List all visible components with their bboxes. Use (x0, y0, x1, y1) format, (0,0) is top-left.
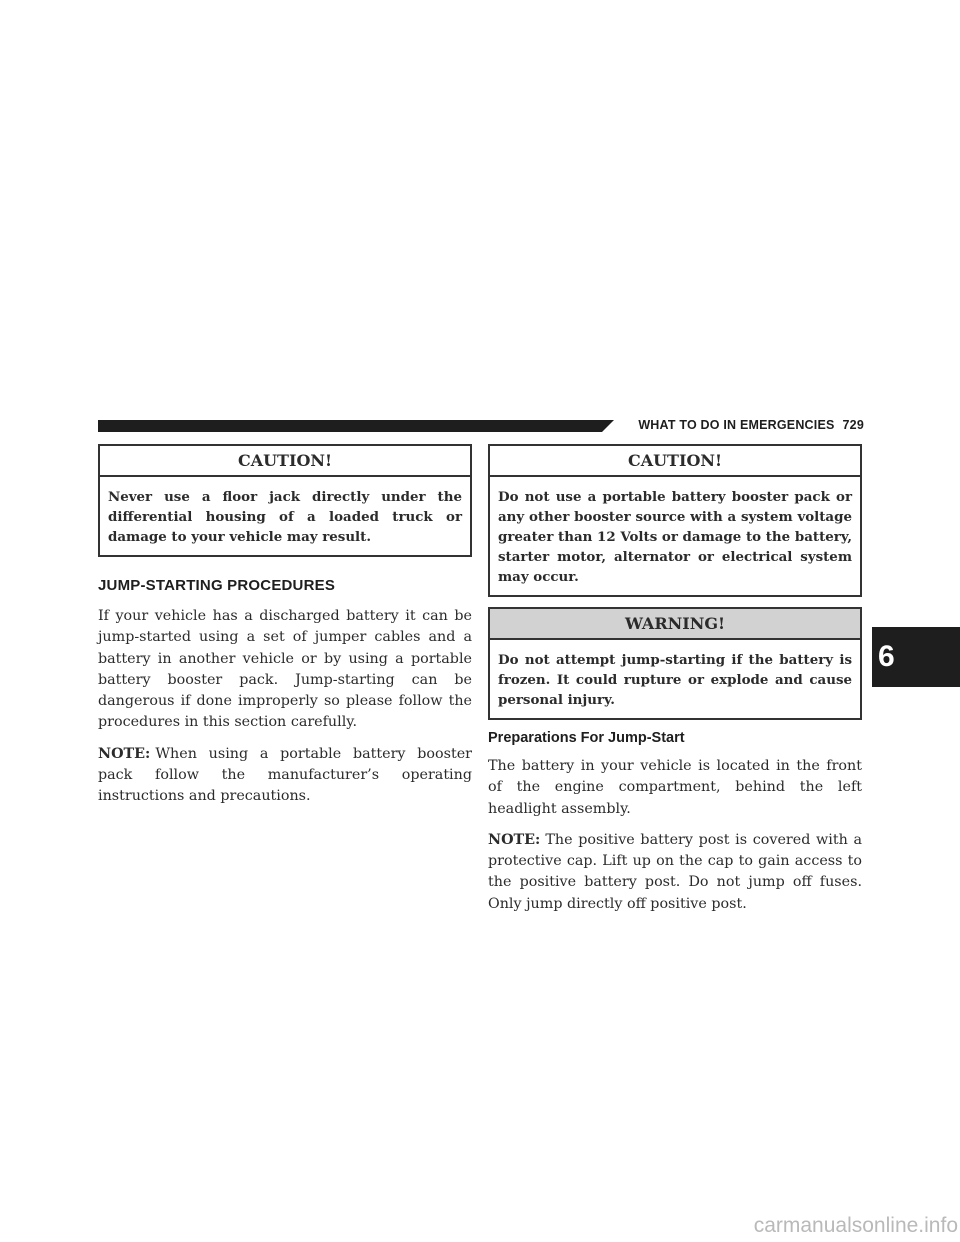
running-header (608, 418, 864, 432)
warning-title: WARNING! (490, 609, 860, 640)
header-rule (98, 420, 602, 432)
caution-text: Never use a floor jack directly under the differential housing of a loaded truck or damage to your vehicle may result. (108, 489, 462, 545)
body-paragraph: The battery in your vehicle is located in the front of the engine compartment, behind the left headlight assembly. (488, 758, 862, 817)
body-paragraph: If your vehicle has a discharged battery it can be jump-started using a set of jumper cables and a battery in another vehicle or by using a portable battery booster pack. Jump-starting can be dangerous if done improperly so please follow the procedures in this section carefully. (98, 608, 472, 731)
caution-title: CAUTION! (490, 446, 860, 477)
caution-box (488, 444, 862, 597)
caution-title: CAUTION! (100, 446, 470, 477)
caution-box (98, 444, 472, 557)
chapter-number: 6 (878, 640, 895, 673)
chapter-tab (872, 627, 960, 687)
note-text: When using a portable battery booster pack follow the manufacturer’s operating instructions and precautions. (98, 745, 472, 805)
page-number: 729 (842, 418, 864, 432)
warning-text: Do not attempt jump-starting if the battery is frozen. It could rupture or explode and cause personal injury. (498, 652, 852, 708)
warning-box (488, 607, 862, 720)
note-text: The positive battery post is covered with a protective cap. Lift up on the cap to gain access to the positive battery post. Do not jump off fuses. Only jump directly off positive post. (488, 831, 862, 912)
left-column (98, 444, 472, 818)
section-heading: JUMP-STARTING PROCEDURES (98, 577, 336, 594)
note-label: NOTE: (488, 831, 541, 848)
note-paragraph (488, 830, 862, 915)
subheading: Preparations For Jump-Start (488, 730, 685, 746)
note-paragraph (98, 744, 472, 808)
section-title: WHAT TO DO IN EMERGENCIES (638, 418, 835, 432)
right-column (488, 444, 862, 925)
watermark: carmanualsonline.info (753, 1214, 958, 1237)
caution-text: Do not use a portable battery booster pack or any other booster source with a system voltage greater than 12 Volts or damage to the battery, starter motor, alternator or electrical system may occur. (498, 489, 852, 585)
note-label: NOTE: (98, 745, 151, 762)
